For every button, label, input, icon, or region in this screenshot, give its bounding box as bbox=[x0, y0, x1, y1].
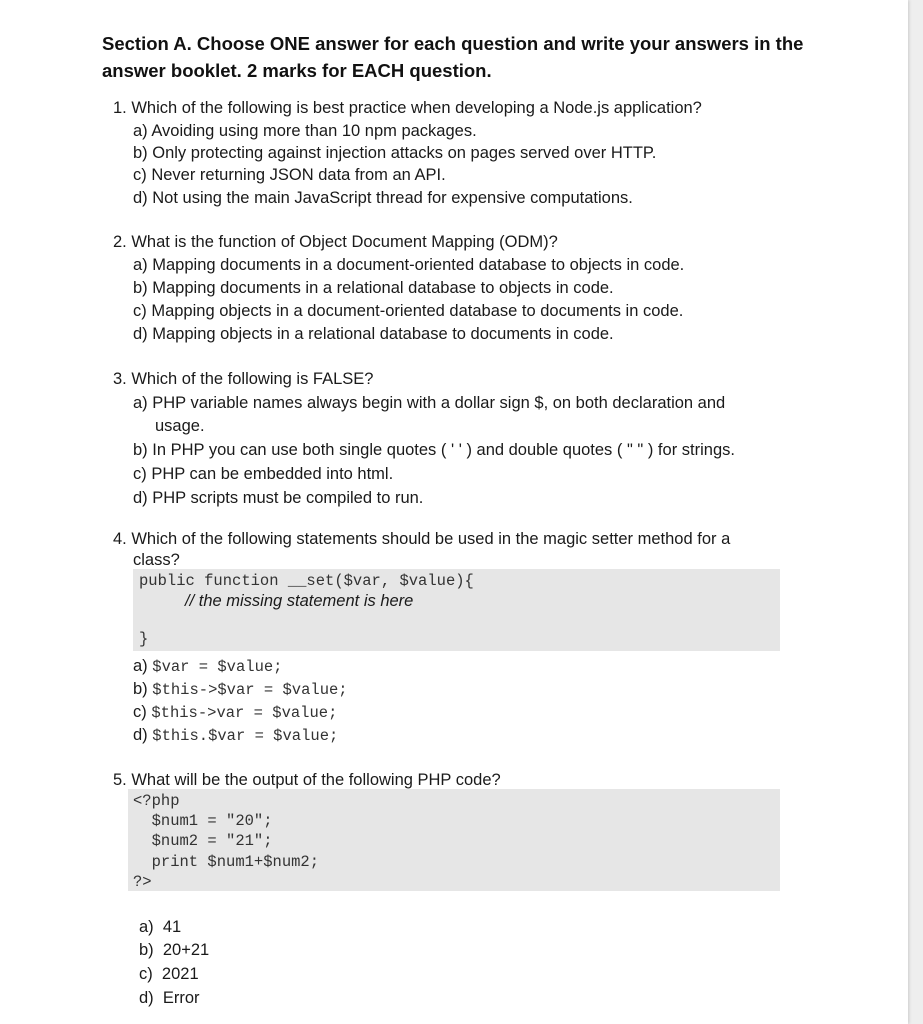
question-1-option-d: d) Not using the main JavaScript thread for expensive computations. bbox=[133, 189, 633, 207]
question-3-text: 3. Which of the following is FALSE? bbox=[113, 370, 374, 388]
question-2-text: 2. What is the function of Object Document Mapping (ODM)? bbox=[113, 233, 558, 251]
question-5-code-line: $num1 = "20"; bbox=[133, 812, 273, 830]
section-heading: Section A. Choose ONE answer for each question and write your answers in the answer booklet. 2 marks for EACH question. bbox=[102, 33, 804, 81]
option-letter: c) bbox=[133, 703, 147, 721]
question-4-option-a bbox=[133, 655, 283, 678]
option-letter: b) bbox=[133, 680, 148, 698]
question-1-option-a: a) Avoiding using more than 10 npm packages. bbox=[133, 122, 477, 140]
question-5-code-line: $num2 = "21"; bbox=[133, 832, 273, 850]
option-code: $var = $value; bbox=[152, 658, 283, 676]
question-4-option-d bbox=[133, 724, 338, 747]
question-3-option-a: a) PHP variable names always begin with a dollar sign $, on both declaration and bbox=[133, 394, 726, 412]
option-code: $this->$var = $value; bbox=[152, 681, 348, 699]
question-4-option-b bbox=[133, 678, 348, 701]
question-2-option-a: a) Mapping documents in a document-oriented database to objects in code. bbox=[133, 256, 685, 274]
question-5-option-d: d) Error bbox=[139, 989, 200, 1007]
question-2-option-d: d) Mapping objects in a relational database to documents in code. bbox=[133, 325, 614, 343]
question-5-option-b: b) 20+21 bbox=[139, 941, 210, 959]
question-5-code-line: ?> bbox=[133, 873, 152, 891]
option-code: $this.$var = $value; bbox=[152, 727, 339, 745]
question-3-option-b: b) In PHP you can use both single quotes ( ' ' ) and double quotes ( " " ) for strings. bbox=[133, 441, 735, 459]
question-4-option-c bbox=[133, 701, 337, 724]
question-4-text: 4. Which of the following statements should be used in the magic setter method for a bbox=[113, 530, 731, 548]
question-1-option-b: b) Only protecting against injection attacks on pages served over HTTP. bbox=[133, 144, 657, 162]
question-1-text: 1. Which of the following is best practice when developing a Node.js application? bbox=[113, 99, 702, 117]
question-5-option-a: a) 41 bbox=[139, 918, 182, 936]
question-3-option-a-continued: usage. bbox=[155, 417, 205, 435]
question-3-option-c: c) PHP can be embedded into html. bbox=[133, 465, 394, 483]
question-5-option-c: c) 2021 bbox=[139, 965, 199, 983]
question-5-code-line: <?php bbox=[133, 792, 180, 810]
question-4-code-comment: // the missing statement is here bbox=[185, 592, 414, 610]
option-letter: a) bbox=[133, 657, 148, 675]
option-letter: d) bbox=[133, 726, 148, 744]
question-5-text: 5. What will be the output of the following PHP code? bbox=[113, 771, 501, 789]
question-4-text-continued: class? bbox=[133, 551, 180, 569]
question-2-option-c: c) Mapping objects in a document-oriented database to documents in code. bbox=[133, 302, 684, 320]
question-5-code-line: print $num1+$num2; bbox=[133, 853, 320, 871]
question-4-code-signature: public function __set($var, $value){ bbox=[139, 572, 474, 590]
option-code: $this->var = $value; bbox=[151, 704, 338, 722]
question-2-option-b: b) Mapping documents in a relational database to objects in code. bbox=[133, 279, 614, 297]
question-3-option-d: d) PHP scripts must be compiled to run. bbox=[133, 489, 424, 507]
question-4-code-close: } bbox=[139, 630, 149, 648]
question-1-option-c: c) Never returning JSON data from an API. bbox=[133, 166, 446, 184]
